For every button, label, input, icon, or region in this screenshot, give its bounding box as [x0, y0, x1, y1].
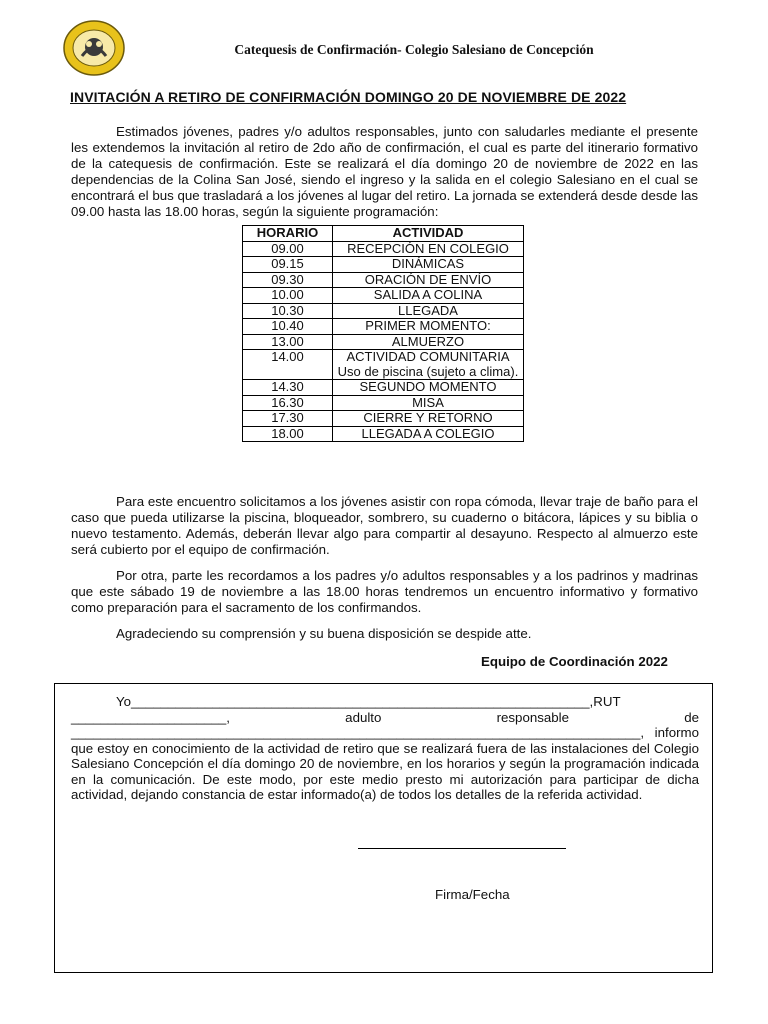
- time-cell: 09.30: [243, 272, 333, 288]
- table-row: [243, 380, 524, 396]
- activity-cell: ORACIÓN DE ENVÍO: [333, 272, 524, 288]
- authorization-text: [71, 694, 699, 803]
- auth-body: que estoy en conocimiento de la actividad de retiro que se realizará fuera de las instalaciones del Colegio Salesiano Concepción el día domingo 20 de noviembre, en los horarios y según la programación indicada en la comunicación. De este modo, por este medio presto mi autorización para participar de dicha actividad, dejando constancia de estar informado(a) de todos los detalles de la referida actividad.: [71, 740, 699, 802]
- rut-blank: _____________________,: [71, 709, 230, 725]
- header-actividad: ACTIVIDAD: [333, 226, 524, 242]
- activity-cell: SEGUNDO MOMENTO: [333, 380, 524, 396]
- table-row: [243, 350, 524, 380]
- name-blank: ______________________________________________________________: [131, 694, 590, 709]
- activity-cell: ALMUERZO: [333, 334, 524, 350]
- table-row: [243, 272, 524, 288]
- time-cell: 09.15: [243, 257, 333, 273]
- table-row: [243, 288, 524, 304]
- auth-word-responsable: responsable: [496, 709, 570, 725]
- activity-cell: CIERRE Y RETORNO: [333, 411, 524, 427]
- thanks-text: Agradeciendo su comprensión y su buena disposición se despide atte.: [116, 626, 532, 641]
- auth-line-2: [71, 710, 699, 726]
- activity-title: ACTIVIDAD COMUNITARIA: [346, 349, 510, 364]
- school-header: Catequesis de Confirmación- Colegio Salesiano de Concepción: [234, 42, 594, 57]
- activity-cell: LLEGADA A COLEGIO: [333, 426, 524, 442]
- intro-paragraph: [71, 124, 698, 220]
- parents-text: Por otra, parte les recordamos a los padres y/o adultos responsables y a los padrinos y madrinas que este sábado 19 de noviembre a las 18.00 horas tendremos un encuentro informativo y formativo como preparación para el sacramento de los confirmandos.: [71, 568, 698, 615]
- table-row: [243, 334, 524, 350]
- activity-cell: MISA: [333, 395, 524, 411]
- table-row: [243, 303, 524, 319]
- auth-word-informo: informo: [654, 725, 699, 740]
- activity-cell: [333, 350, 524, 380]
- time-cell: 14.00: [243, 350, 333, 380]
- schedule-header-row: [243, 226, 524, 242]
- table-row: [243, 395, 524, 411]
- signoff: Equipo de Coordinación 2022: [481, 654, 668, 669]
- signature-line: [358, 848, 566, 849]
- clothing-text: Para este encuentro solicitamos a los jóvenes asistir con ropa cómoda, llevar traje de baño para el caso que pueda utilizarse la piscina, bloqueador, sombrero, su cuaderno o bitácora, lápices y su biblia o nuevo testamento. Además, deberán llevar algo para compartir al desayuno. Respecto al almuerzo este será cubierto por el equipo de confirmación.: [71, 494, 698, 557]
- time-cell: 16.30: [243, 395, 333, 411]
- activity-cell: DINÁMICAS: [333, 257, 524, 273]
- time-cell: 10.00: [243, 288, 333, 304]
- time-cell: 17.30: [243, 411, 333, 427]
- table-row: [243, 319, 524, 335]
- time-cell: 09.00: [243, 241, 333, 257]
- header-horario: HORARIO: [243, 226, 333, 242]
- activity-cell: LLEGADA: [333, 303, 524, 319]
- auth-rut: ,RUT: [589, 694, 621, 709]
- auth-yo: Yo: [116, 694, 132, 709]
- activity-cell: RECEPCIÓN EN COLEGIO: [333, 241, 524, 257]
- signature-label: Firma/Fecha: [435, 887, 510, 902]
- activity-cell: PRIMER MOMENTO:: [333, 319, 524, 335]
- table-row: [243, 411, 524, 427]
- time-cell: 18.00: [243, 426, 333, 442]
- clothing-paragraph: [71, 494, 698, 558]
- schedule-table: [242, 225, 524, 442]
- parents-paragraph: [71, 568, 698, 616]
- table-row: [243, 426, 524, 442]
- auth-line-1: [71, 694, 699, 710]
- thanks-paragraph: [71, 626, 698, 642]
- time-cell: 13.00: [243, 334, 333, 350]
- authorization-box: [54, 683, 713, 973]
- table-row: [243, 241, 524, 257]
- time-cell: 10.40: [243, 319, 333, 335]
- auth-word-de: de: [684, 709, 699, 725]
- auth-line-3: [71, 725, 699, 741]
- youth-name-blank: _____________________________________________________________________________,: [71, 725, 645, 740]
- activity-note: Uso de piscina (sujeto a clima).: [337, 363, 519, 379]
- time-cell: 10.30: [243, 303, 333, 319]
- time-cell: 14.30: [243, 380, 333, 396]
- table-row: [243, 257, 524, 273]
- auth-word-adulto: adulto: [345, 709, 382, 725]
- activity-cell: SALIDA A COLINA: [333, 288, 524, 304]
- document-title: INVITACIÓN A RETIRO DE CONFIRMACIÓN DOMINGO 20 DE NOVIEMBRE DE 2022: [70, 89, 627, 105]
- intro-text: Estimados jóvenes, padres y/o adultos responsables, junto con saludarles mediante el presente les extendemos la invitación al retiro de 2do año de confirmación, el cual es parte del itinerario formativo de la catequesis de confirmación. Este se realizará el día domingo 20 de noviembre de 2022 en las dependencias de la Colina San José, siendo el ingreso y la salida en el colegio Salesiano en el cual se encontrará el bus que trasladará a los jóvenes al lugar del retiro. La jornada se extenderá desde desde las 09.00 hasta las 18.00 horas, según la siguiente programación:: [71, 124, 698, 219]
